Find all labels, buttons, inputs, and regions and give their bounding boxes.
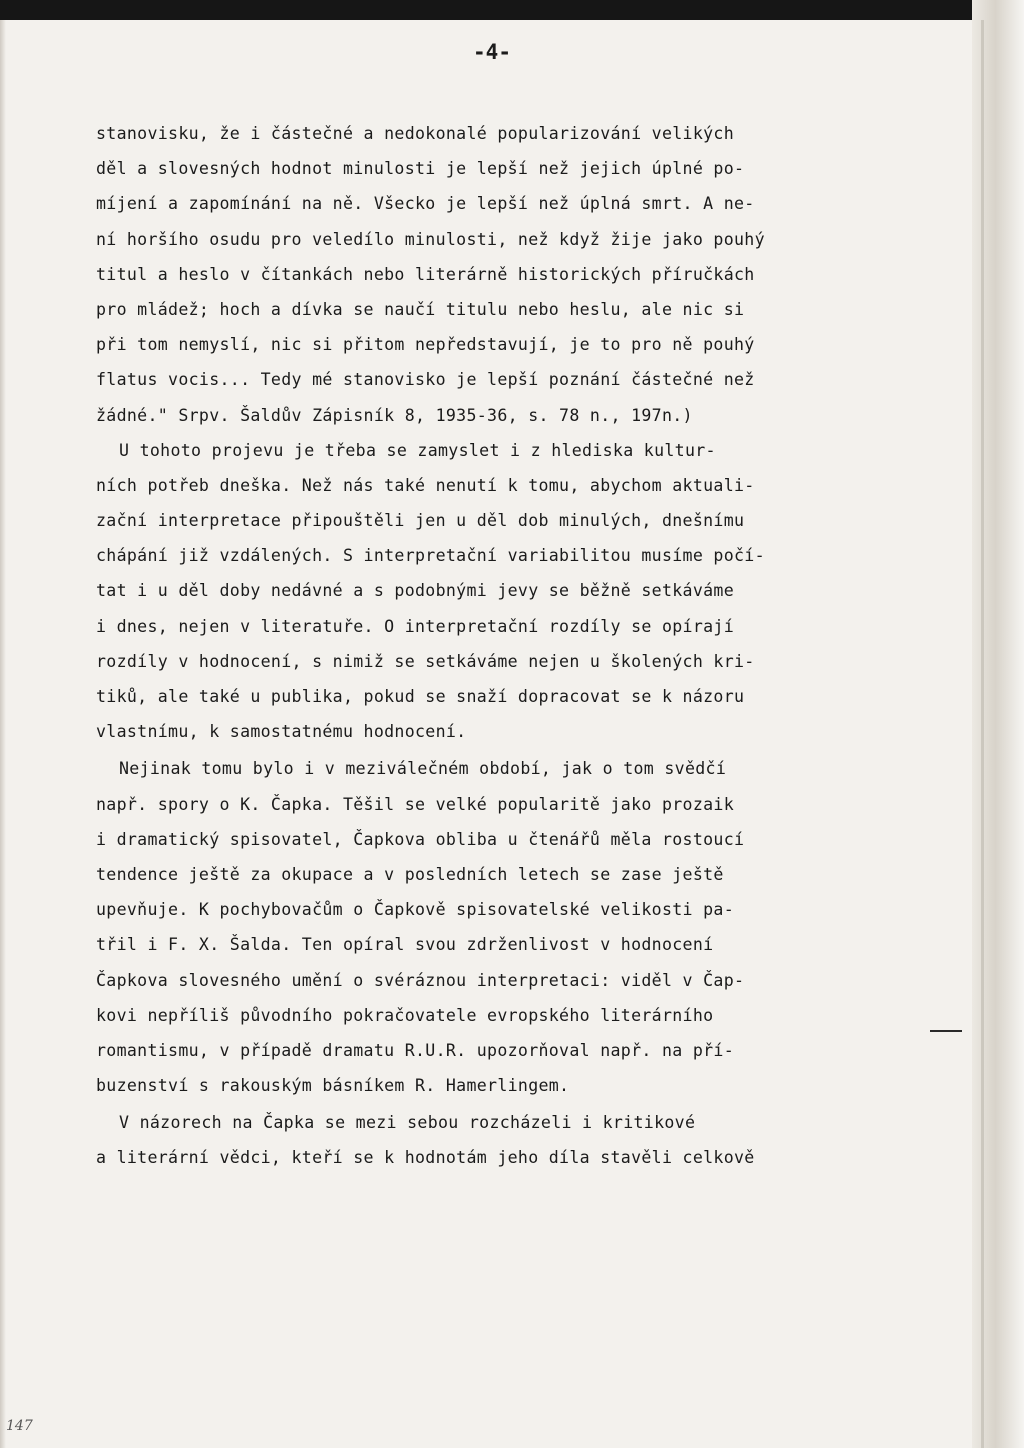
text-line: kovi nepříliš původního pokračovatele evropského literárního [96,1005,714,1025]
scanner-top-band [0,0,1024,20]
margin-dash-mark [930,1030,962,1032]
text-line: rozdíly v hodnocení, s nimiž se setkáváme nejen u školených kri- [96,651,755,671]
page-number: -4- [473,40,511,64]
text-line: i dramatický spisovatel, Čapkova obliba u čtenářů měla rostoucí [96,829,745,849]
text-line: Čapkova slovesného umění o svéráznou interpretaci: viděl v Čap- [96,970,745,990]
paragraph-4 [96,1105,896,1175]
text-line: děl a slovesných hodnot minulosti je lepší než jejich úplné po- [96,159,745,179]
text-line: vlastnímu, k samostatnému hodnocení. [96,722,467,742]
text-line: zační interpretace připouštěli jen u děl dob minulých, dnešnímu [96,511,745,531]
text-line: třil i F. X. Šalda. Ten opíral svou zdrženlivost v hodnocení [96,935,714,955]
text-line: i dnes, nejen v literatuře. O interpretační rozdíly se opírají [96,616,734,636]
text-line: flatus vocis... Tedy mé stanovisko je lepší poznání částečné než [96,370,755,390]
text-line: pro mládež; hoch a dívka se naučí titulu nebo heslu, ale nic si [96,299,745,319]
typed-body-text [96,116,896,1176]
archive-handwritten-mark: 147 [6,1418,33,1434]
text-line: buzenství s rakouským básníkem R. Hamerlingem. [96,1076,570,1096]
text-line: U tohoto projevu je třeba se zamyslet i z hlediska kultur- [119,440,716,460]
text-line: tiků, ale také u publika, pokud se snaží dopracovat se k názoru [96,687,745,706]
text-line: ních potřeb dneška. Než nás také nenutí k tomu, abychom aktuali- [96,475,755,495]
text-line: Nejinak tomu bylo i v meziválečném období, jak o tom svědčí [119,759,727,779]
right-page-edge [972,0,1024,1448]
left-page-edge [0,20,6,1448]
paragraph-3 [96,751,896,1103]
text-line: chápání již vzdálených. S interpretační variabilitou musíme počí- [96,546,765,566]
text-line: a literární vědci, kteří se k hodnotám jeho díla stavěli celkově [96,1148,755,1168]
paragraph-2 [96,433,896,750]
text-line: tendence ještě za okupace a v posledních letech se zase ještě [96,864,724,884]
text-line: např. spory o K. Čapka. Těšil se velké popularitě jako prozaik [96,794,734,814]
text-line: V názorech na Čapka se mezi sebou rozcházeli i kritikové [119,1113,696,1133]
text-line: titul a heslo v čítankách nebo literárně historických příručkách [96,264,755,284]
paragraph-1 [96,116,896,433]
text-line: stanovisku, že i částečné a nedokonalé popularizování velikých [96,124,734,143]
text-line: žádné." Srpv. Šaldův Zápisník 8, 1935-36, s. 78 n., 197n.) [96,405,693,425]
text-line: míjení a zapomínání na ně. Všecko je lepší než úplná smrt. A ne- [96,194,755,214]
right-fold-shadow [981,20,984,1448]
text-line: romantismu, v případě dramatu R.U.R. upozorňoval např. na pří- [96,1040,734,1060]
text-line: při tom nemyslí, nic si přitom nepředstavují, je to pro ně pouhý [96,335,755,355]
text-line: ní horšího osudu pro veledílo minulosti, než když žije jako pouhý [96,229,765,249]
text-line: upevňuje. K pochybovačům o Čapkově spisovatelské velikosti pa- [96,900,734,920]
text-line: tat i u děl doby nedávné a s podobnými jevy se běžně setkáváme [96,581,734,601]
